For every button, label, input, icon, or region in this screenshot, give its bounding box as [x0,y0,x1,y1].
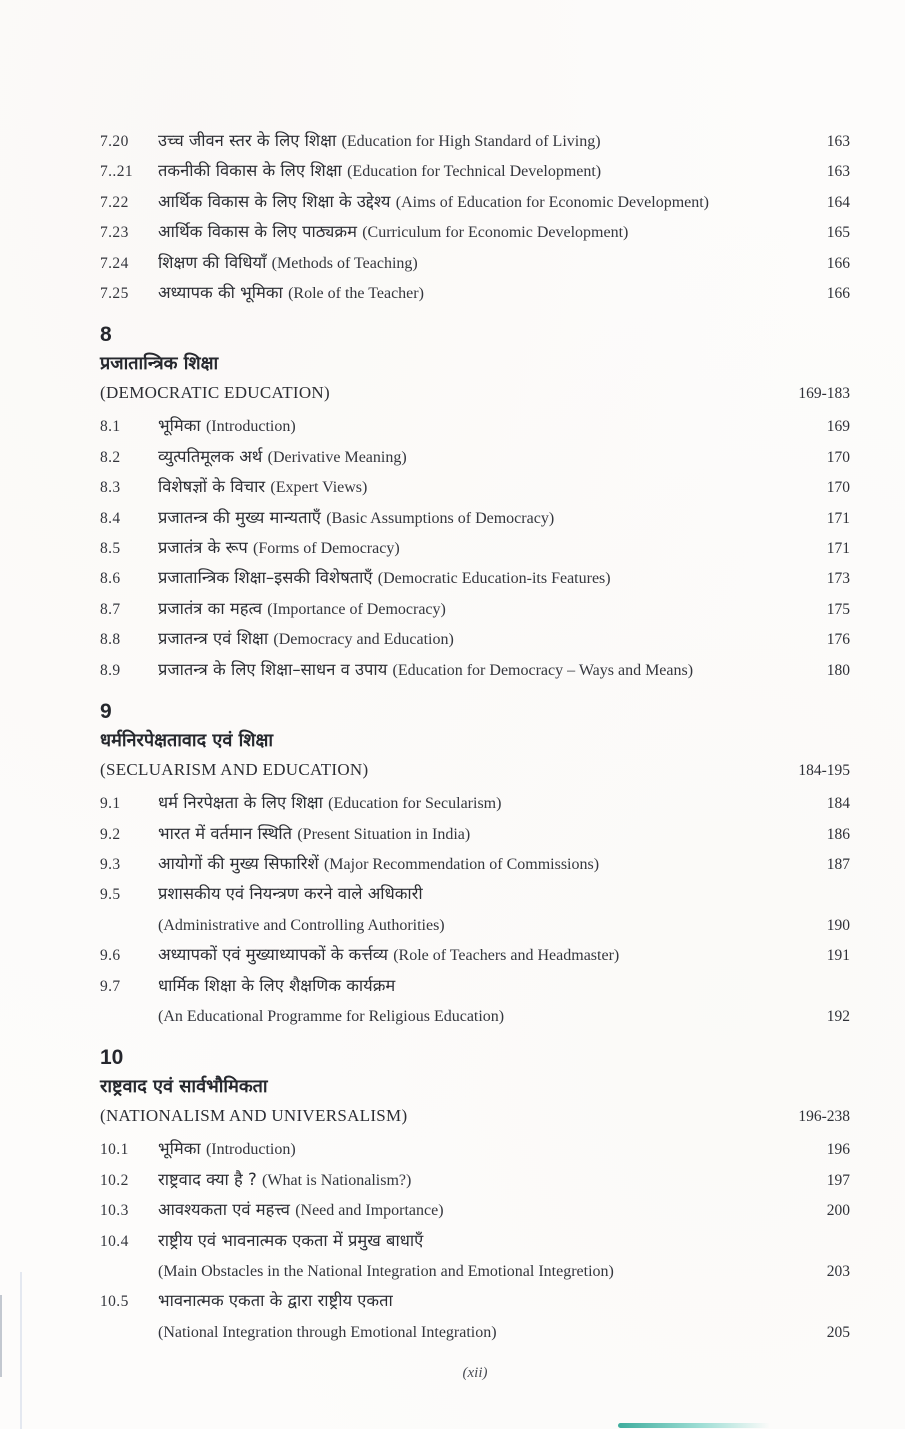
entry-title-english: (Derivative Meaning) [267,448,407,466]
entry-title [158,819,798,849]
toc-entry [100,819,850,849]
toc-entry [100,503,850,533]
toc-entry [100,879,850,909]
entry-title-hindi: राष्ट्रवाद क्या है ? [158,1169,257,1189]
toc-entry [100,1165,850,1195]
toc-entry [100,940,850,970]
entry-title-hindi: भूमिका [158,416,201,436]
chapter-title-hindi: राष्ट्रवाद एवं सार्वभौमिकता [100,1076,268,1098]
entry-title-english: (Education for Technical Development) [347,163,602,181]
entry-title-english: (Administrative and Controlling Authorities) [158,916,445,934]
entry-number: 8.1 [100,418,121,436]
scan-edge-line [20,1272,22,1429]
entry-title-hindi: प्रजातन्त्र एवं शिक्षा [158,629,269,649]
entry-title [158,940,798,970]
entry-page: 169 [826,418,850,436]
entry-page: 173 [826,570,850,588]
chapter-title-english: (SECLUARISM AND EDUCATION) [100,760,369,780]
entry-title [158,1226,798,1255]
entry-title-english: (Methods of Teaching) [271,254,418,272]
entry-page: 171 [826,509,850,527]
entry-number: 8.7 [100,600,121,618]
entry-page: 187 [826,855,850,873]
entry-page: 171 [826,540,850,558]
toc-entry [100,1134,850,1164]
toc-entry [100,187,850,217]
chapter-items [100,788,850,1031]
toc-entry [100,442,850,472]
entry-page: 163 [826,163,850,181]
entry-number: 9.5 [100,886,121,904]
toc-entry [100,594,850,624]
entry-number: 8.9 [100,661,121,679]
entry-number: 9.2 [100,825,121,843]
entry-title [158,533,798,563]
entry-number: 8.5 [100,540,121,558]
chapter-number: 8 [100,323,112,347]
entry-number: 7..21 [100,163,133,181]
entry-title-hindi: प्रजातंत्र के रूप [158,538,248,558]
entry-title-hindi: व्युत्पतिमूलक अर्थ [158,446,263,466]
entry-title [158,563,798,593]
entry-title-hindi: भूमिका [158,1139,201,1159]
entry-title-english: (Role of Teachers and Headmaster) [393,947,620,965]
entry-title [158,1001,798,1031]
entry-title-english: (Present Situation in India) [297,825,471,843]
entry-title-hindi: प्रजातन्त्र के लिए शिक्षा–साधन व उपाय [158,659,388,679]
chapter-title-hindi: प्रजातान्त्रिक शिक्षा [100,353,219,375]
toc-entry [100,563,850,593]
toc-entry [100,910,850,940]
page-number-footer: (xii) [462,1365,488,1382]
chapters [100,320,850,1347]
toc-continued-section [100,126,850,308]
entry-page: 184 [826,795,850,813]
entry-title-hindi: आर्थिक विकास के लिए शिक्षा के उद्देश्य [158,191,391,211]
chapter-title-row [100,378,850,409]
chapter-block [100,320,850,685]
chapter-number: 10 [100,1046,124,1070]
entry-title-hindi: धार्मिक शिक्षा के लिए शैक्षणिक कार्यक्रम [158,975,396,995]
chapter-title-row [100,755,850,786]
entry-title-english: (Aims of Education for Economic Development) [395,193,710,211]
entry-number: 8.3 [100,479,121,497]
chapter-block [100,697,850,1031]
entry-page: 166 [826,254,850,272]
entry-title-english: (Education for Secularism) [328,795,502,813]
entry-title [158,1195,798,1225]
entry-title-hindi: तकनीकी विकास के लिए शिक्षा [158,161,342,181]
chapter-page-range: 169-183 [798,385,850,403]
entry-title [158,187,798,217]
entry-number: 7.24 [100,254,129,272]
entry-title [158,594,798,624]
entry-title-english: (Democratic Education-its Features) [377,570,611,588]
toc-entry [100,624,850,654]
toc-entry [100,126,850,156]
entry-page: 205 [826,1323,850,1341]
entry-page: 192 [826,1007,850,1025]
toc-entry [100,971,850,1001]
entry-title-hindi: प्रशासकीय एवं नियन्त्रण करने वाले अधिकारी [158,884,423,904]
chapter-page-range: 196-238 [798,1108,850,1126]
entry-number: 8.2 [100,448,121,466]
entry-page: 175 [826,600,850,618]
entry-title-english: (Expert Views) [270,479,368,497]
entry-title-english: (Introduction) [205,1141,296,1159]
entry-title [158,910,798,940]
entry-title [158,1286,798,1315]
entry-number: 10.3 [100,1202,129,1220]
entry-page: 164 [826,193,850,211]
entry-number: 8.4 [100,509,121,527]
entry-title [158,156,798,186]
entry-title-hindi: शिक्षण की विधियाँ [158,252,267,272]
entry-title-hindi: अध्यापक की भूमिका [158,283,283,303]
entry-title [158,971,798,1000]
entry-page: 191 [826,947,850,965]
entry-title-hindi: अध्यापकों एवं मुख्याध्यापकों के कर्त्तव्य [158,945,388,965]
entry-title [158,278,798,308]
entry-number: 10.5 [100,1293,129,1311]
toc-entry [100,411,850,441]
entry-title-english: (National Integration through Emotional Integration) [158,1323,497,1341]
entry-number: 9.3 [100,855,121,873]
entry-title-english: (Education for Democracy – Ways and Means) [392,661,694,679]
entry-title-hindi: उच्च जीवन स्तर के लिए शिक्षा [158,131,337,150]
toc-entry [100,533,850,563]
entry-number: 8.6 [100,570,121,588]
toc-entry [100,655,850,685]
entry-page: 190 [826,916,850,934]
entry-title [158,442,798,472]
toc-entry [100,156,850,186]
entry-title [158,655,798,685]
entry-title [158,1165,798,1195]
entry-number: 9.7 [100,977,121,995]
entry-title-hindi: धर्म निरपेक्षता के लिए शिक्षा [158,793,323,813]
toc-entry [100,849,850,879]
entry-title [158,217,798,247]
entry-page: 200 [826,1202,850,1220]
entry-title-english: (Democracy and Education) [273,631,454,649]
scan-smudge-artifact [618,1423,770,1428]
entry-number: 10.1 [100,1141,129,1159]
entry-title-hindi: भावनात्मक एकता के द्वारा राष्ट्रीय एकता [158,1291,393,1311]
toc-entry [100,788,850,818]
entry-title-english: (Introduction) [205,418,296,436]
toc-entry [100,1195,850,1225]
entry-title-hindi: प्रजातन्त्र की मुख्य मान्यताएँ [158,507,321,527]
chapter-items [100,1134,850,1347]
entry-title-hindi: आयोगों की मुख्य सिफारिशें [158,853,319,873]
entry-title-english: (Role of the Teacher) [288,285,424,303]
entry-title [158,1256,798,1286]
entry-title-english: (What is Nationalism?) [262,1171,412,1189]
toc-entry [100,1317,850,1347]
toc-entry [100,278,850,308]
entry-title-english: (An Educational Programme for Religious Education) [158,1007,505,1025]
entry-title-english: (Curriculum for Economic Development) [362,224,629,242]
entry-page: 203 [826,1262,850,1280]
entry-page: 197 [826,1171,850,1189]
entry-title-english: (Importance of Democracy) [267,600,446,618]
entry-title-hindi: प्रजातान्त्रिक शिक्षा–इसकी विशेषताएँ [158,568,373,588]
entry-title-english: (Education for High Standard of Living) [341,133,601,150]
entry-title-english: (Basic Assumptions of Democracy) [326,509,555,527]
entry-title-hindi: आवश्यकता एवं महत्त्व [158,1200,290,1220]
entry-title-english: (Main Obstacles in the National Integration and Emotional Integretion) [158,1262,614,1280]
toc-entry [100,248,850,278]
entry-title [158,126,798,156]
chapter-title-english: (DEMOCRATIC EDUCATION) [100,383,330,403]
chapter-page-range: 184-195 [798,762,850,780]
entry-number: 9.6 [100,947,121,965]
chapter-title-row [100,1101,850,1132]
toc-entry [100,472,850,502]
entry-title-english: (Major Recommendation of Commissions) [323,855,600,873]
entry-title-hindi: राष्ट्रीय एवं भावनात्मक एकता में प्रमुख बाधाएँ [158,1230,424,1250]
entry-title [158,472,798,502]
scan-edge-mark [0,1295,2,1377]
toc-entry [100,1256,850,1286]
entry-page: 163 [826,133,850,150]
entry-page: 170 [826,479,850,497]
chapter-number: 9 [100,700,112,724]
entry-page: 196 [826,1141,850,1159]
toc-entry [100,1001,850,1031]
chapter-title-hindi: धर्मनिरपेक्षतावाद एवं शिक्षा [100,730,274,752]
entry-title [158,503,798,533]
entry-title-hindi: आर्थिक विकास के लिए पाठ्यक्रम [158,222,357,242]
entry-title-english: (Forms of Democracy) [253,540,400,558]
entry-number: 8.8 [100,631,121,649]
entry-title [158,1134,798,1164]
entry-number: 9.1 [100,795,121,813]
entry-number: 10.2 [100,1171,129,1189]
entry-number: 7.20 [100,133,129,150]
toc-entry [100,217,850,247]
entry-page: 166 [826,285,850,303]
chapter-items [100,411,850,685]
entry-title [158,624,798,654]
entry-title [158,1317,798,1347]
entry-title [158,248,798,278]
entry-number: 7.25 [100,285,129,303]
entry-page: 186 [826,825,850,843]
entry-title-english: (Need and Importance) [295,1202,444,1220]
chapter-title-english: (NATIONALISM AND UNIVERSALISM) [100,1106,408,1126]
entry-title-hindi: प्रजातंत्र का महत्व [158,598,263,618]
entry-title [158,849,798,879]
entry-title [158,411,798,441]
entry-number: 7.22 [100,193,129,211]
chapter-block [100,1043,850,1347]
entry-title-hindi: विशेषज्ञों के विचार [158,477,266,497]
entry-title [158,788,798,818]
toc-entry [100,1226,850,1256]
entry-number: 7.23 [100,224,129,242]
entry-number: 10.4 [100,1232,129,1250]
entry-page: 170 [826,448,850,466]
entry-title-hindi: भारत में वर्तमान स्थिति [158,823,293,843]
entry-page: 176 [826,631,850,649]
entry-page: 165 [826,224,850,242]
toc-entry [100,1286,850,1316]
entry-page: 180 [826,661,850,679]
entry-title [158,879,798,908]
